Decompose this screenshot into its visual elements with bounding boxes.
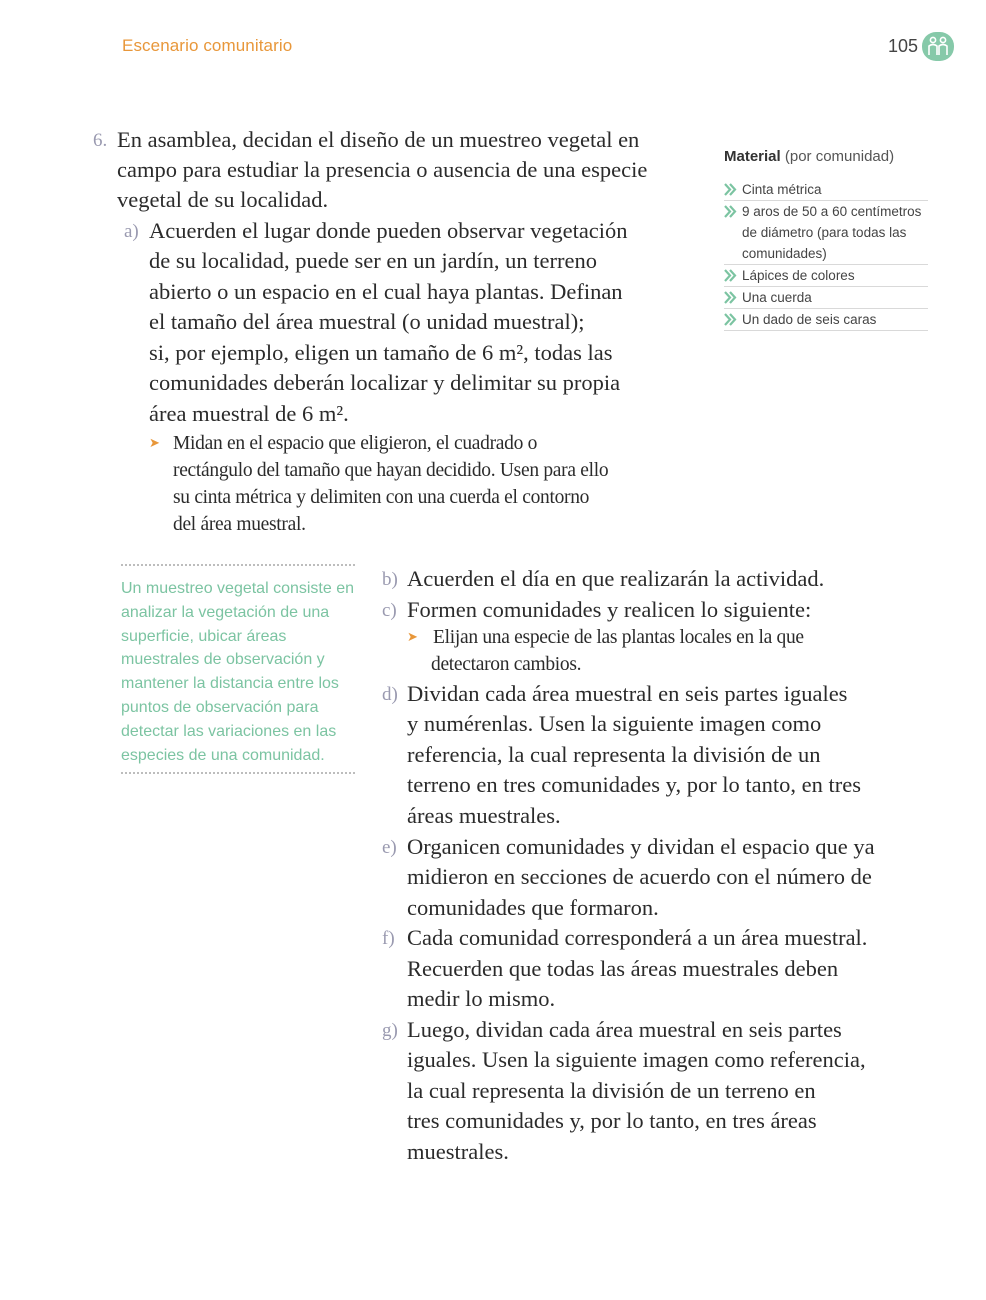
bullet-arrow-icon: ➤ [149,435,160,450]
material-item [724,309,928,331]
material-item [724,179,928,201]
item-a-line: de su localidad, puede ser en un jardín, un terreno [149,248,597,273]
item-c-bullet-line: Elijan una especie de las plantas locales en la que [433,627,804,648]
item-g-line: muestrales. [407,1139,509,1164]
item-a-bullet-line: rectángulo del tamaño que hayan decidido. Usen para ello [173,460,609,481]
item-a-bullet-line: su cinta métrica y delimiten con una cuerda el contorno [173,487,590,508]
question-number: 6. [93,130,108,151]
double-chevron-icon [724,205,737,218]
item-letter-f: f) [382,928,395,949]
item-a-bullet-line: del área muestral. [173,514,306,535]
definition-note-text: Un muestreo vegetal consiste en analizar la vegetación de una superficie, ubicar áreas muestrales de observación y mantener la distancia entre los puntos de observación para detectar las variaciones en las especies de una comunidad. [121,580,355,764]
item-c-bullet-line: detectaron cambios. [431,654,582,675]
item-g-line: iguales. Usen la siguiente imagen como referencia, [407,1047,866,1072]
item-d-line: Dividan cada área muestral en seis partes iguales [407,681,848,706]
item-letter-c: c) [382,600,397,621]
item-d-line: áreas muestrales. [407,803,561,828]
item-a-line: Acuerden el lugar donde pueden observar vegetación [149,218,628,243]
item-letter-e: e) [382,837,397,858]
definition-note [121,564,355,774]
item-g-line: la cual representa la división de un terreno en [407,1078,816,1103]
item-e-line: comunidades que formaron. [407,895,659,920]
item-g-line: tres comunidades y, por lo tanto, en tres áreas [407,1108,817,1133]
item-letter-d: d) [382,684,398,705]
material-item-label: Cinta métrica [742,182,822,197]
item-f-line: medir lo mismo. [407,986,556,1011]
material-item [724,201,928,265]
intro-line: vegetal de su localidad. [117,187,329,212]
material-item-label: Un dado de seis caras [742,312,877,327]
item-d-line: referencia, la cual representa la división de un [407,742,821,767]
item-g-line: Luego, dividan cada área muestral en seis partes [407,1017,842,1042]
item-letter-b: b) [382,569,398,590]
item-d-line: terreno en tres comunidades y, por lo tanto, en tres [407,772,862,797]
material-item [724,287,928,309]
bullet-arrow-icon: ➤ [407,629,418,644]
item-c-line: Formen comunidades y realicen lo siguiente: [407,597,812,622]
intro-line: campo para estudiar la presencia o ausencia de una especie [117,157,648,182]
page-number: 105 [888,36,919,56]
material-heading: Material [724,148,781,165]
material-item-label: Una cuerda [742,290,812,305]
item-letter-a: a) [124,221,139,242]
material-item-label: 9 aros de 50 a 60 centímetros de diámetro (para todas las comunidades) [742,204,922,261]
item-a-line: el tamaño del área muestral (o unidad muestral); [149,309,585,334]
item-a-bullet-line: Midan en el espacio que eligieron, el cuadrado o [173,433,538,454]
item-e-line: Organicen comunidades y dividan el espacio que ya [407,834,875,859]
item-f-line: Recuerden que todas las áreas muestrales deben [407,956,839,981]
item-d-line: y numérenlas. Usen la siguiente imagen como [407,711,822,736]
material-box [724,148,928,331]
double-chevron-icon [724,269,737,282]
item-b-line: Acuerden el día en que realizarán la actividad. [407,566,825,591]
community-people-icon [922,32,954,61]
double-chevron-icon [724,313,737,326]
item-e-line: midieron en secciones de acuerdo con el número de [407,864,872,889]
material-item-label: Lápices de colores [742,268,855,283]
double-chevron-icon [724,183,737,196]
section-title: Escenario comunitario [122,36,293,55]
double-chevron-icon [724,291,737,304]
intro-line: En asamblea, decidan el diseño de un muestreo vegetal en [117,127,640,152]
item-a-line: abierto o un espacio en el cual haya plantas. Definan [149,279,623,304]
item-a-line: comunidades deberán localizar y delimitar su propia [149,370,621,395]
item-a-line: área muestral de 6 m². [149,401,349,426]
item-f-line: Cada comunidad corresponderá a un área muestral. [407,925,868,950]
material-title [724,148,928,165]
item-a-line: si, por ejemplo, eligen un tamaño de 6 m², todas las [149,340,613,365]
item-letter-g: g) [382,1020,398,1041]
material-subtitle: (por comunidad) [784,148,895,165]
material-item [724,265,928,287]
